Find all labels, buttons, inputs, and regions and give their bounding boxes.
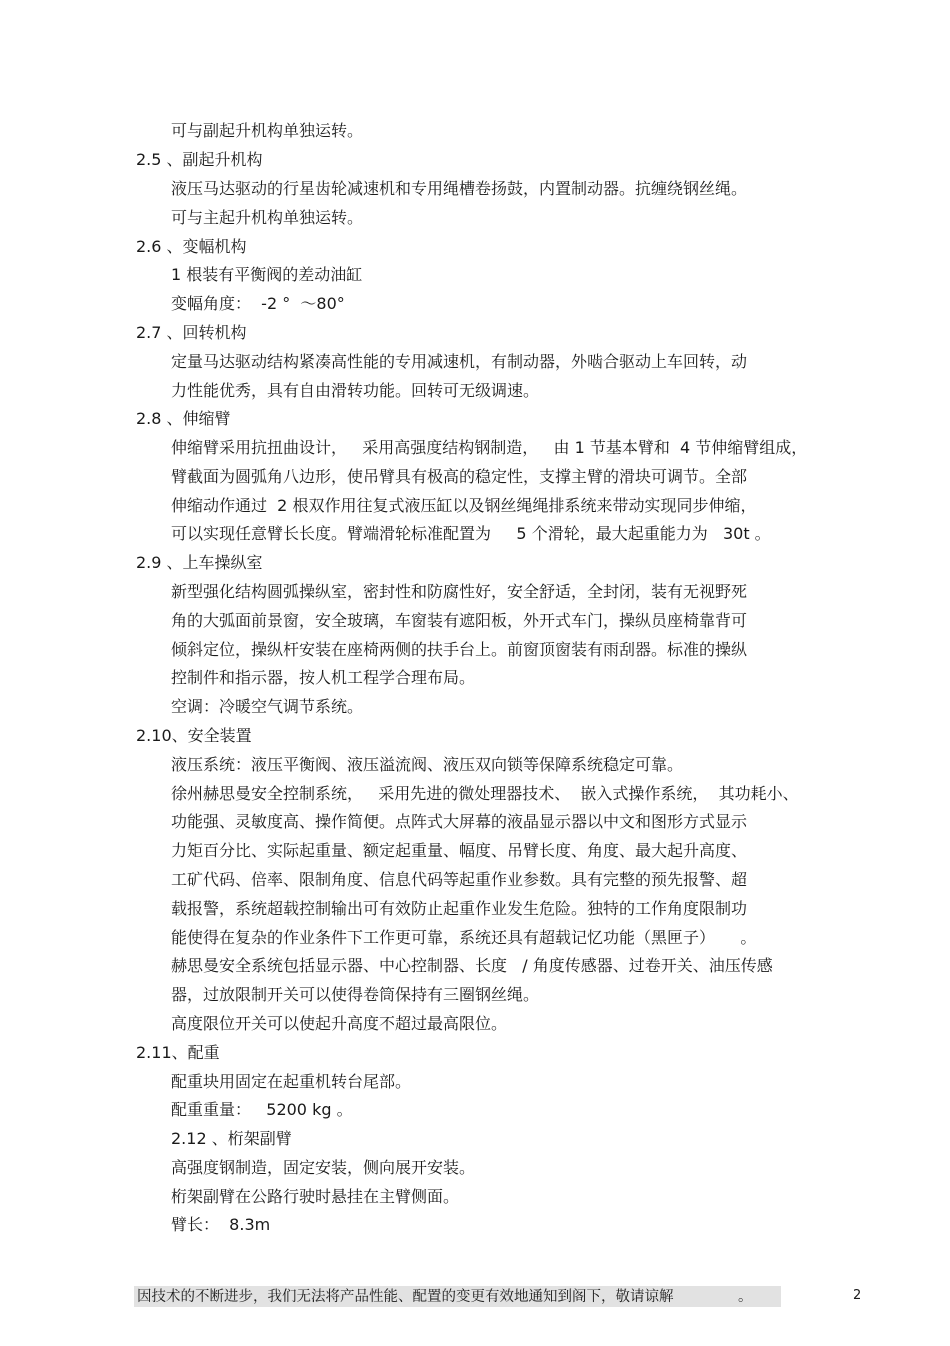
body-line: 臂截面为圆弧角八边形，使吊臂具有极高的稳定性，支撑主臂的滑块可调节。全部 <box>171 467 748 486</box>
footer-notice: 因技术的不断进步，我们无法将产品性能、配置的变更有效地通知到阁下，敬请谅解 。 <box>137 1289 753 1305</box>
body-line: 徐州赫思曼安全控制系统， 采用先进的微处理器技术、 嵌入式操作系统， 其功耗小、 <box>171 784 799 803</box>
section-heading: 2.7 、回转机构 <box>136 323 247 342</box>
body-line: 功能强、灵敏度高、操作简便。点阵式大屏幕的液晶显示器以中文和图形方式显示 <box>171 812 748 831</box>
section-heading: 2.6 、变幅机构 <box>136 237 247 256</box>
body-line: 角的大弧面前景窗，安全玻璃，车窗装有遮阳板，外开式车门，操纵员座椅靠背可 <box>171 611 748 630</box>
section-heading: 2.8 、伸缩臂 <box>136 409 231 428</box>
body-line: 变幅角度： -2 ° ～80° <box>171 294 345 313</box>
body-line: 载报警，系统超载控制输出可有效防止起重作业发生危险。独特的工作角度限制功 <box>171 899 748 918</box>
section-heading: 2.5 、副起升机构 <box>136 150 263 169</box>
body-line: 伸缩动作通过 2 根双作用往复式液压缸以及钢丝绳绳排系统来带动实现同步伸缩， <box>171 496 757 515</box>
page-number: 2 <box>853 1288 862 1303</box>
body-line: 力矩百分比、实际起重量、额定起重量、幅度、吊臂长度、角度、最大起升高度、 <box>171 841 748 860</box>
body-line: 液压马达驱动的行星齿轮减速机和专用绳槽卷扬鼓，内置制动器。抗缠绕钢丝绳。 <box>171 179 748 198</box>
body-line: 力性能优秀，具有自由滑转功能。回转可无级调速。 <box>171 381 540 400</box>
body-line: 配重重量： 5200 kg 。 <box>171 1100 353 1119</box>
body-line: 臂长： 8.3m <box>171 1215 271 1234</box>
section-heading: 2.10、安全装置 <box>136 726 252 745</box>
body-line: 倾斜定位，操纵杆安装在座椅两侧的扶手台上。前窗顶窗装有雨刮器。标准的操纵 <box>171 640 748 659</box>
body-line: 桁架副臂在公路行驶时悬挂在主臂侧面。 <box>171 1187 460 1206</box>
body-line: 可以实现任意臂长长度。臂端滑轮标准配置为 5 个滑轮，最大起重能力为 30t 。 <box>171 524 771 543</box>
body-line: 1 根装有平衡阀的差动油缸 <box>171 265 363 284</box>
body-line: 控制件和指示器，按人机工程学合理布局。 <box>171 668 476 687</box>
body-line: 器，过放限制开关可以使得卷筒保持有三圈钢丝绳。 <box>171 985 540 1004</box>
body-line: 可与主起升机构单独运转。 <box>171 208 364 227</box>
body-line: 可与副起升机构单独运转。 <box>171 121 364 140</box>
body-line: 赫思曼安全系统包括显示器、中心控制器、长度 / 角度传感器、过卷开关、油压传感 <box>171 956 773 975</box>
section-heading: 2.11、配重 <box>136 1043 220 1062</box>
body-line: 伸缩臂采用抗扭曲设计， 采用高强度结构钢制造， 由 1 节基本臂和 4 节伸缩臂组成， <box>171 438 808 457</box>
body-line: 工矿代码、倍率、限制角度、信息代码等起重作业参数。具有完整的预先报警、超 <box>171 870 748 889</box>
body-line: 液压系统：液压平衡阀、液压溢流阀、液压双向锁等保障系统稳定可靠。 <box>171 755 684 774</box>
body-line: 定量马达驱动结构紧凑高性能的专用减速机，有制动器，外啮合驱动上车回转，动 <box>171 352 748 371</box>
body-line: 新型强化结构圆弧操纵室，密封性和防腐性好，安全舒适，全封闭，装有无视野死 <box>171 582 748 601</box>
body-line: 高度限位开关可以使起升高度不超过最高限位。 <box>171 1014 508 1033</box>
section-heading: 2.12 、桁架副臂 <box>171 1129 292 1148</box>
body-line: 配重块用固定在起重机转台尾部。 <box>171 1072 412 1091</box>
body-line: 空调：冷暖空气调节系统。 <box>171 697 364 716</box>
body-line: 能使得在复杂的作业条件下工作更可靠，系统还具有超载记忆功能（黑匣子） 。 <box>171 928 757 947</box>
body-line: 高强度钢制造，固定安装，侧向展开安装。 <box>171 1158 476 1177</box>
section-heading: 2.9 、上车操纵室 <box>136 553 263 572</box>
